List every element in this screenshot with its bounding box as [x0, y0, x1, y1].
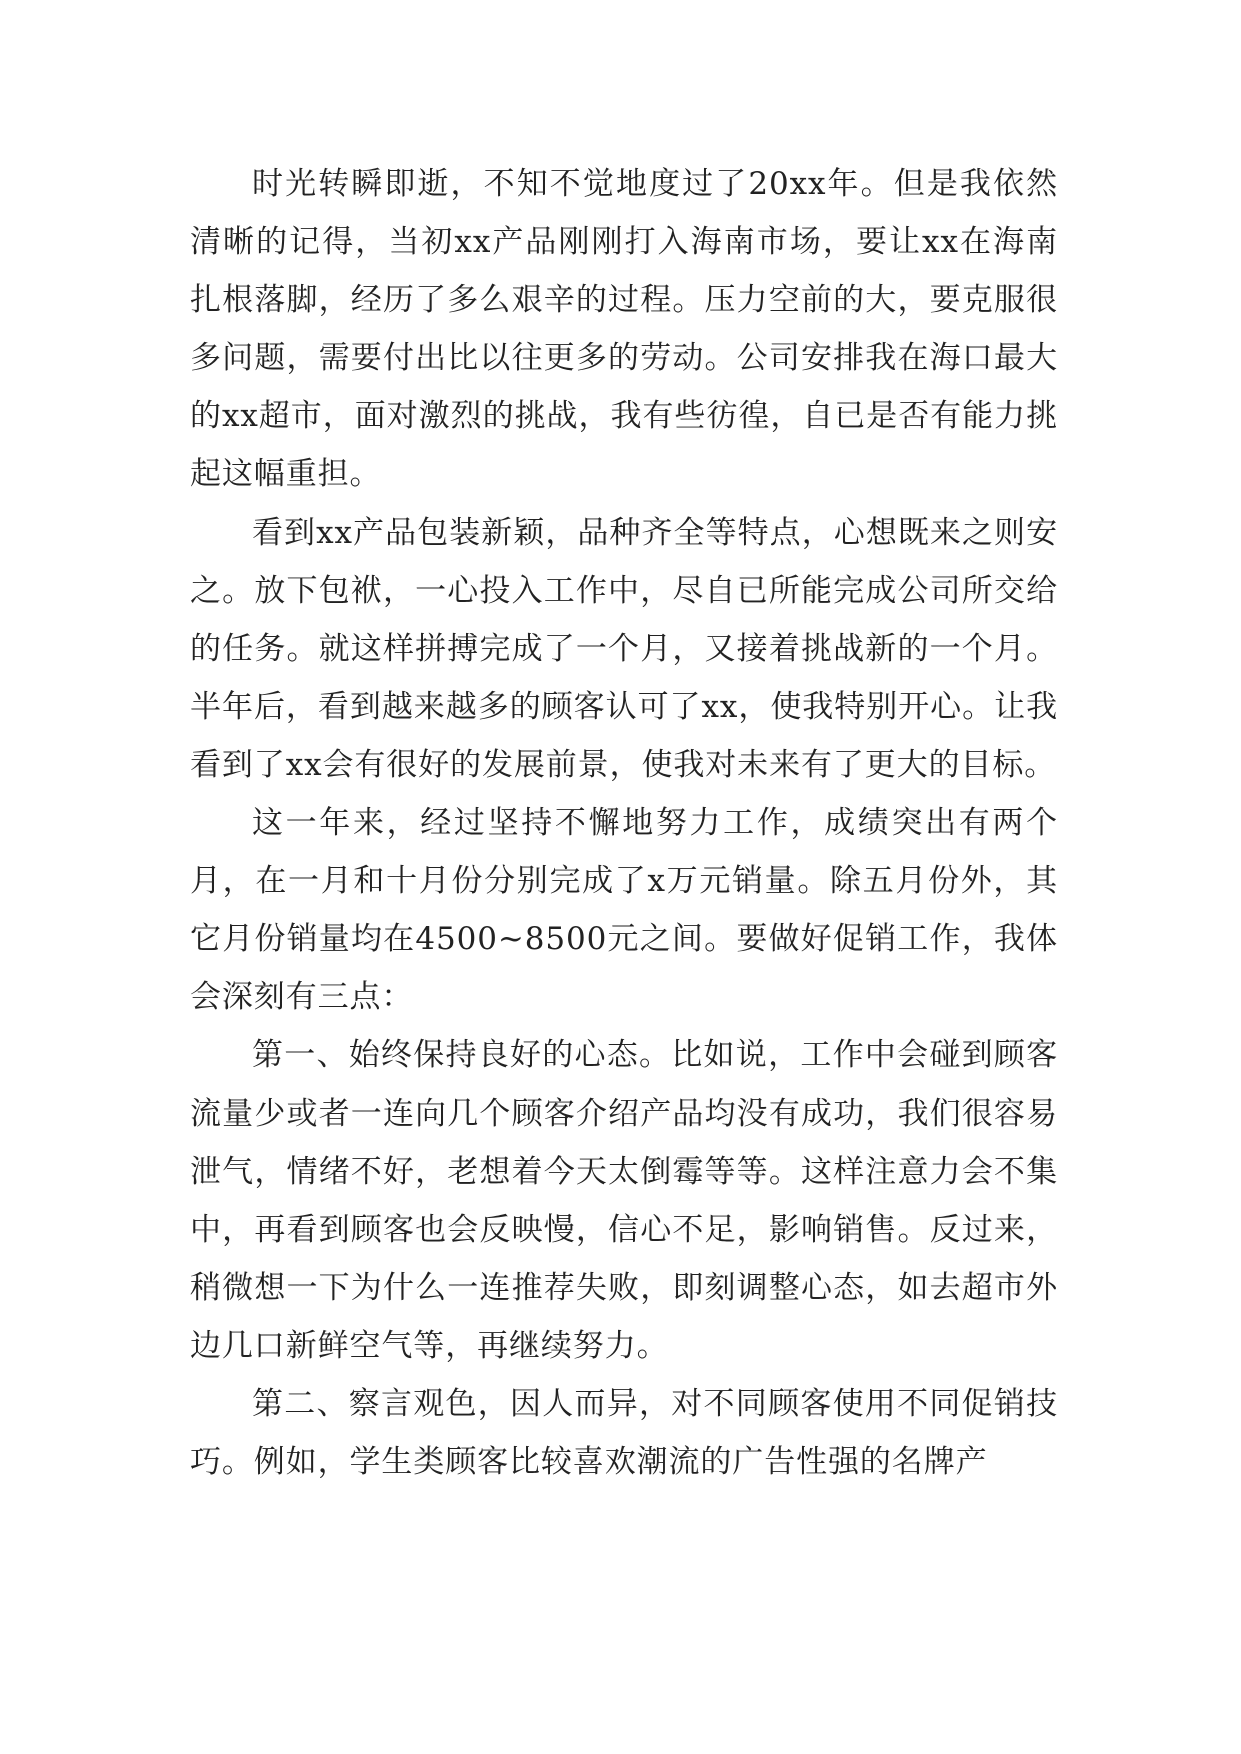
document-body	[190, 155, 1058, 1491]
paragraph-5: 第二、察言观色，因人而异，对不同顾客使用不同促销技巧。例如，学生类顾客比较喜欢潮流的广告性强的名牌产	[190, 1385, 1058, 1481]
paragraph-3: 这一年来，经过坚持不懈地努力工作，成绩突出有两个月，在一月和十月份分别完成了x万元销量。除五月份外，其它月份销量均在4500~8500元之间。要做好促销工作，我体会深刻有三点：	[190, 805, 1058, 1016]
paragraph-4: 第一、始终保持良好的心态。比如说，工作中会碰到顾客流量少或者一连向几个顾客介绍产品均没有成功，我们很容易泄气，情绪不好，老想着今天太倒霉等等。这样注意力会不集中，再看到顾客也会反映慢，信心不足，影响销售。反过来，稍微想一下为什么一连推荐失败，即刻调整心态，如去超市外边几口新鲜空气等，再继续努力。	[190, 1037, 1058, 1364]
paragraph-2: 看到xx产品包装新颖，品种齐全等特点，心想既来之则安之。放下包袱，一心投入工作中，尽自已所能完成公司所交给的任务。就这样拼搏完成了一个月，又接着挑战新的一个月。半年后，看到越来越多的顾客认可了xx，使我特别开心。让我看到了xx会有很好的发展前景，使我对未来有了更大的目标。	[190, 514, 1058, 783]
paragraph-1: 时光转瞬即逝，不知不觉地度过了20xx年。但是我依然清晰的记得，当初xx产品刚刚打入海南市场，要让xx在海南扎根落脚，经历了多么艰辛的过程。压力空前的大，要克服很多问题，需要付出比以往更多的劳动。公司安排我在海口最大的xx超市，面对激烈的挑战，我有些彷徨，自已是否有能力挑起这幅重担。	[190, 166, 1058, 493]
